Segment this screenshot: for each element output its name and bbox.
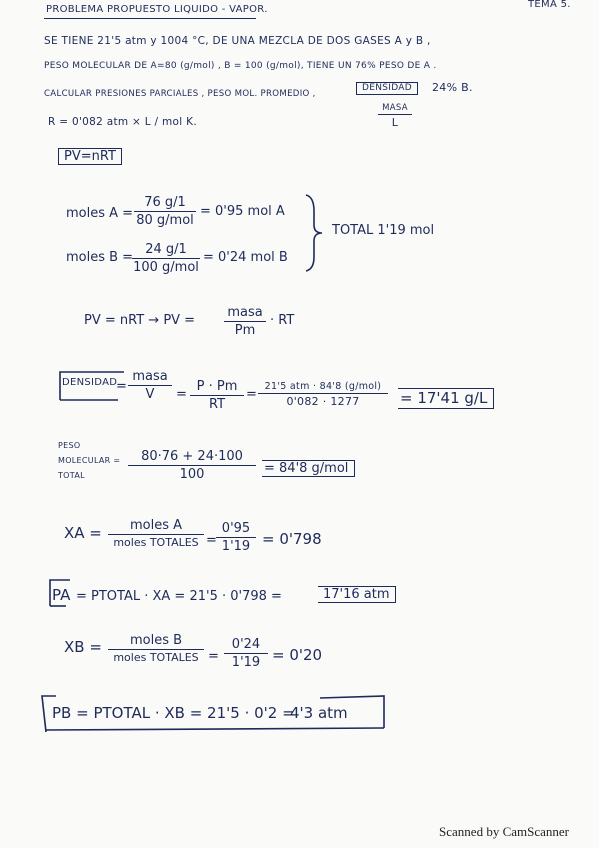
moles-a-fraction [134,196,196,229]
moles-b-fraction [132,243,200,276]
xb-fraction-2 [224,638,268,671]
xb-eq: = [208,649,219,664]
densidad-fraction-1 [128,370,172,403]
xa-fraction-2 [216,522,256,555]
curly-brace [300,193,326,273]
moles-b-result: = 0'24 mol B [203,250,288,265]
scanner-watermark: Scanned by CamScanner [439,824,569,839]
xb-label: XB = [64,638,102,656]
xb-f1-num: moles B [108,634,204,650]
densidad-fraction-3 [258,382,388,409]
ideal-gas-equation: PV=nRT [58,148,122,165]
moles-a-num: 76 g/1 [134,196,196,212]
pv-num: masa [224,306,266,322]
densidad-eq3: = [246,387,257,402]
pm-result: = 84'8 g/mol [262,460,355,477]
page-title: PROBLEMA PROPUESTO LIQUIDO - VAPOR. [46,4,268,15]
pa-expression: = PTOTAL · XA = 21'5 · 0'798 = [76,589,282,604]
pm-den: 100 [179,467,205,483]
moles-b-num: 24 g/1 [132,243,200,259]
total-moles: TOTAL 1'19 mol [332,223,435,238]
pv-den: Pm [234,323,256,339]
masa-per-litre-fraction [378,104,412,129]
dens-f3-den: 0'082 · 1277 [286,395,360,409]
pm-num: 80·76 + 24·100 [128,450,256,466]
xb-fraction-1 [108,634,204,664]
pm-label-line-2: MOLECULAR = [58,456,121,465]
masa-num: MASA [378,104,412,115]
xa-f2-den: 1'19 [221,539,251,555]
pv-derivation-left: PV = nRT → PV = [84,313,196,328]
xb-f2-num: 0'24 [224,638,268,654]
pv-derivation-right: · RT [270,313,295,328]
pm-fraction [128,450,256,483]
pm-label-line-3: TOTAL [58,471,85,480]
statement-line-3-text: CALCULAR PRESIONES PARCIALES , PESO MOL. PROMEDIO , [44,89,316,99]
densidad-eq2: = [176,387,187,402]
pm-label-line-1: PESO [58,441,81,450]
statement-line-2: PESO MOLECULAR DE A=80 (g/mol) , B = 100 (g/mol), TIENE UN 76% PESO DE A . [44,61,437,71]
gas-constant: R = 0'082 atm × L / mol K. [48,116,197,128]
dens-f2-num: P · Pm [190,380,244,396]
xa-f1-num: moles A [108,519,204,535]
moles-b-label: moles B = [66,250,134,265]
xa-result: = 0'798 [262,530,322,548]
moles-a-label: moles A = [66,206,134,221]
statement-line-3 [44,90,316,99]
pv-derivation-fraction [224,306,266,339]
pb-expression: PB = PTOTAL · XB = 21'5 · 0'2 = [52,704,295,722]
xa-label: XA = [64,524,102,542]
moles-a-den: 80 g/mol [136,213,194,229]
densidad-label: DENSIDAD [62,377,118,388]
xa-f1-den: moles TOTALES [113,536,199,550]
xb-result: = 0'20 [272,646,323,664]
moles-a-result: = 0'95 mol A [200,204,285,219]
xa-f2-num: 0'95 [216,522,256,538]
page-tag: TEMA 5. [528,0,571,10]
statement-line-3-end: 24% B. [432,81,473,94]
xa-eq: = [206,533,217,548]
title-underline [44,18,256,19]
dens-f3-num: 21'5 atm · 84'8 (g/mol) [258,382,388,394]
dens-f1-num: masa [128,370,172,386]
pb-result: 4'3 atm [290,704,348,722]
pa-result: 17'16 atm [318,586,396,603]
masa-den: L [391,116,399,130]
densidad-result: = 17'41 g/L [398,388,494,409]
xb-f1-den: moles TOTALES [113,651,199,665]
moles-b-den: 100 g/mol [133,260,199,276]
densidad-eq1: = [116,379,127,394]
dens-f1-den: V [145,387,155,403]
densidad-boxed-word: DENSIDAD [356,82,418,95]
xb-f2-den: 1'19 [231,655,261,671]
pa-label: PA [52,586,71,604]
dens-f2-den: RT [208,397,226,413]
densidad-fraction-2 [190,380,244,413]
statement-line-1: SE TIENE 21'5 atm y 1004 °C, DE UNA MEZCLA DE DOS GASES A y B , [44,35,431,47]
xa-fraction-1 [108,519,204,549]
